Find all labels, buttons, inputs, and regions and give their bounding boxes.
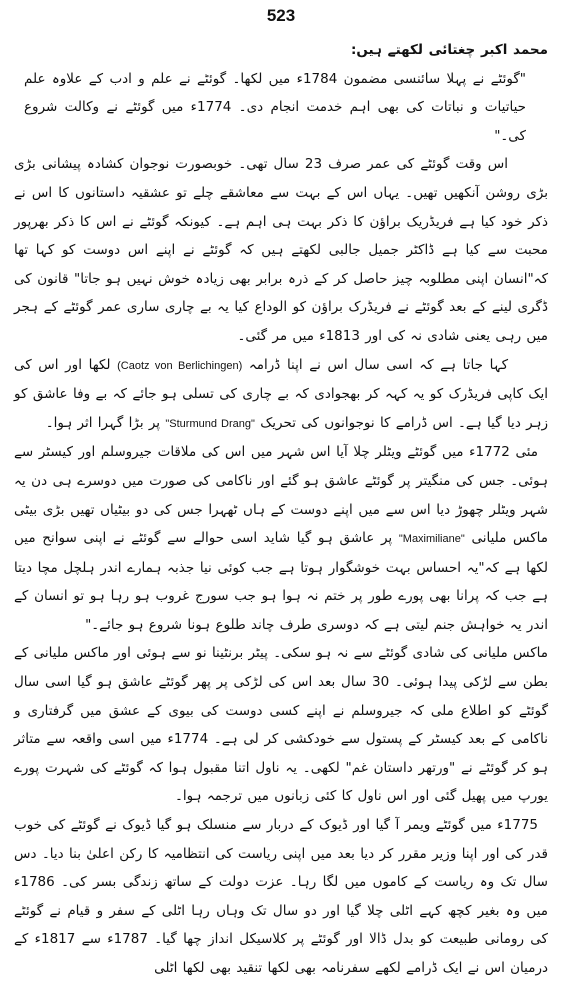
drama-body-text: لکھا اور اس کی ایک کاپی فریڈرک کو یہ کہہ کر بھجوادی کہ بے چاری کی تسلی ہو جائے کہ بے وفا عاشق کو زہر دیا گیا ہے۔ اس ڈرامے کا نوجوانوں کی تحریک — [14, 356, 548, 431]
quote-intro: محمد اکبر چغتائی لکھتے ہیں: — [350, 42, 548, 58]
maximiliane-latin: "Maximiliane" — [398, 533, 465, 546]
page-body — [14, 36, 548, 983]
drama-title-latin: (Caotz von Berlichingen) — [117, 359, 243, 372]
movement-name-latin: "Sturmund Drang" — [165, 417, 255, 430]
drama-closing-text: پر بڑا گہرا اثر ہوا۔ — [45, 414, 161, 431]
may-1772-text: مئی 1772ء میں گوئٹے ویٹلر چلا آیا اس شہر میں اس کی ملاقات جیروسلم اور کیسٹر سے ہوئی۔ جس کی منگیتر پر گوئٹے عاشق ہو گئے اور ناکامی کی صورت میں دوسرے ہی دن یہ شہر ویٹلر چھوڑ دیا اس سے میں اپنے دوست کے ہاں ٹھہرا جس کی دو بیٹیاں تھیں بڑی بیٹی ماکس ملیانی — [14, 444, 549, 547]
paragraph-goethe-age: اس وقت گوئٹے کی عمر صرف 23 سال تھی۔ خوبصورت نوجوان کشادہ پیشانی بڑی بڑی روشن آنکھیں تھیں۔ یہاں اس کے بہت سے معاشقے چلے تو عشقیہ داستانوں کا اس نے ذکر خود کیا ہے فریڈریک براؤن کا ذکر بہت ہی اہم ہے۔ کیونکہ گوئٹے نے اس کا ذکر بھرپور محبت سے کیا ہے ڈاکٹر جمیل جالبی لکھتے ہیں کہ گوئٹے نے اپنے اس دوست کو کہا تھا کہ"انسان اپنی مطلوبہ چیز حاصل کر کے ذرہ برابر بھی زیادہ خوش نہیں ہو جاتا" قانون کی ڈگری لینے کے بعد گوئٹے نے فریڈرک براؤن کو الوداع کیا یہ بے چاری ساری عمر گوئٹے کے ہجر میں رہی یعنی شادی نہ کی اور 1813ء میں مر گئی۔ — [14, 156, 548, 344]
may-1772-continuation: پر عاشق ہو گیا شاید اسی حوالے سے گوئٹے نے اپنی سوانح میں لکھا ہے کہ"یہ احساس بہت خوشگوار ہوتا ہے جب کوئی نیا جذبہ ہمارے اندر ہلچل مچا دیتا ہے جب کہ پرانا بھی پورے طور پر ختم نہ ہوا ہو جب سورج غروب ہو رہا ہو تو انسان کے اندر یہ خواہش جنم لیتی ہے کہ دوسری طرف چاند طلوع ہونا شروع ہو جائے۔" — [14, 530, 548, 633]
drama-intro-text: کہا جاتا ہے کہ اسی سال اس نے اپنا ڈرامہ — [248, 356, 509, 373]
quote-paragraph: "گوئٹے نے پہلا سائنسی مضمون 1784ء میں لکھا۔ گوئٹے نے علم و ادب کے علاوہ علم حیاتیات و نباتات کی بھی اہم خدمت انجام دی۔ 1774ء میں گوئٹے نے وکالت شروع کی۔" — [24, 70, 526, 144]
paragraph-maximiliane-marriage: ماکس ملیانی کی شادی گوئٹے سے نہ ہو سکی۔ پیٹر برنٹینا نو سے ہوئی اور ماکس ملیانی کے بطن سے لڑکی پیدا ہوئی۔ 30 سال بعد اس کی لڑکی پر پھر گوئٹے عاشق ہو گیا اسی سال گوئٹے کو اطلاع ملی کہ جیروسلم نے اپنے کسی دوست کی بیوی کے عشق میں گرفتاری و ناکامی کے بعد کیسٹر کے پستول سے خودکشی کر لی ہے۔ 1774ء میں اسی واقعہ سے متاثر ہو کر گوئٹے نے "ورتھر داستان غم" لکھی۔ یہ ناول اتنا مقبول ہوا کہ گوئٹے کی شہرت پورے یورپ میں پھیل گئی اور اس ناول کا کئی زبانوں میں ترجمہ ہوا۔ — [14, 645, 549, 805]
paragraph-1775: 1775ء میں گوئٹے ویمر آ گیا اور ڈیوک کے دربار سے منسلک ہو گیا ڈیوک نے گوئٹے کی خوب قدر کی اور اپنا وزیر مقرر کر دیا بعد میں اپنی ریاست کی انتظامیہ کا رکن اعلیٰ بنا دیا۔ دس سال تک وہ ریاست کے کاموں میں لگا رہا۔ عزت دولت کے ساتھ زندگی بسر کی۔ 1786ء میں وہ بغیر کچھ کہے اٹلی چلا گیا اور دو سال تک وہاں رہا اٹلی کے سفر و قیام نے گوئٹے کی رومانی طبیعت کو بدل ڈالا اور گوئٹے پر کلاسیکل انداز چھا گیا۔ 1787ء سے 1817ء کے درمیان اس نے ایک ڈرامے لکھے سفرنامہ بھی لکھا تنقید بھی لکھا اٹلی — [14, 817, 548, 976]
paragraph-may-1772 — [14, 438, 548, 639]
paragraph-drama — [14, 351, 548, 439]
page-number: 523 — [266, 6, 296, 25]
